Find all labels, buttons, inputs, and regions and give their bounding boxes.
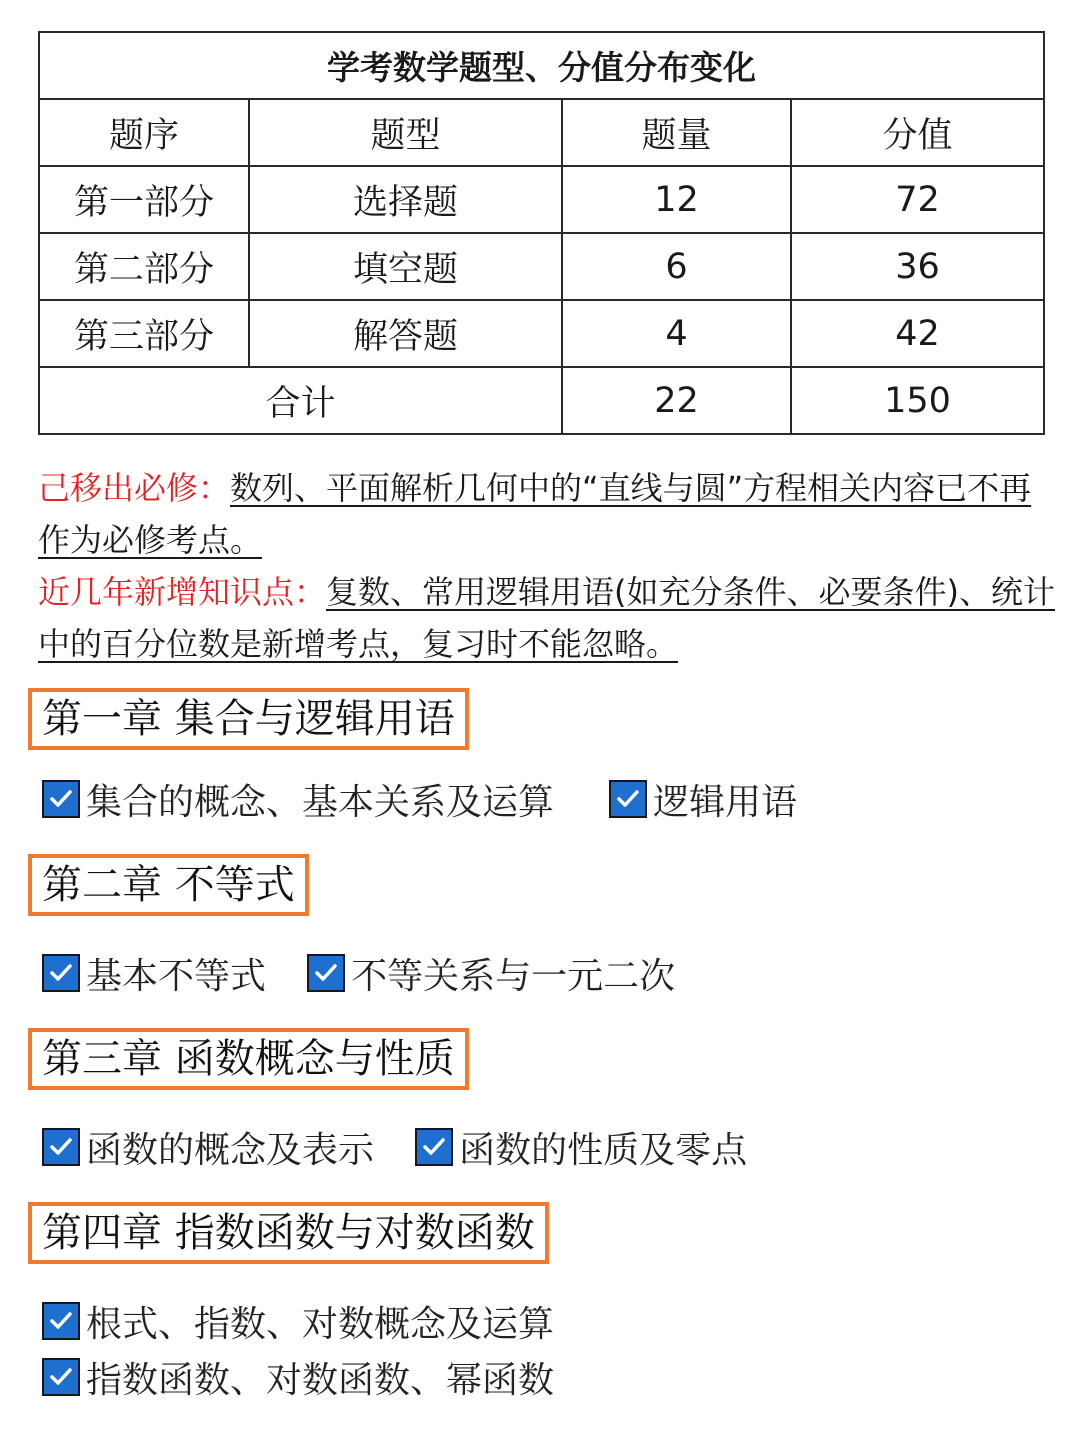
checked-checkbox-icon[interactable] bbox=[415, 1128, 453, 1166]
note-label: 近几年新增知识点： bbox=[38, 573, 327, 611]
checked-checkbox-icon[interactable] bbox=[42, 1302, 80, 1340]
cell-order: 第二部分 bbox=[39, 233, 249, 300]
chapter-topics bbox=[42, 949, 711, 997]
table-header-row bbox=[39, 99, 1044, 166]
note-label: 己移出必修： bbox=[38, 469, 231, 507]
cell-count: 4 bbox=[562, 300, 791, 367]
checked-checkbox-icon[interactable] bbox=[307, 954, 345, 992]
cell-order: 第三部分 bbox=[39, 300, 249, 367]
checked-checkbox-icon[interactable] bbox=[42, 1128, 80, 1166]
topic-label: 指数函数、对数函数、幂函数 bbox=[86, 1359, 555, 1401]
note-added bbox=[38, 566, 1058, 670]
score-distribution-table bbox=[38, 31, 1045, 435]
topic-item[interactable] bbox=[42, 949, 266, 997]
note-text: 复数、常用逻辑用语(如充分条件、必要条件)、统计中的百分位数是新增考点，复习时不能忽略。 bbox=[38, 573, 1055, 663]
header-order: 题序 bbox=[39, 99, 249, 166]
chapter-heading: 第三章 函数概念与性质 bbox=[28, 1028, 469, 1090]
cell-count: 12 bbox=[562, 166, 791, 233]
topic-item[interactable] bbox=[42, 1297, 554, 1345]
chapter-topics bbox=[42, 775, 833, 823]
topic-row bbox=[42, 1353, 590, 1409]
note-text: 数列、平面解析几何中的“直线与圆”方程相关内容已不再作为必修考点。 bbox=[38, 469, 1032, 559]
chapter-topics bbox=[42, 1123, 783, 1171]
cell-type: 解答题 bbox=[249, 300, 562, 367]
cell-score: 72 bbox=[791, 166, 1044, 233]
total-count: 22 bbox=[562, 367, 791, 434]
total-score: 150 bbox=[791, 367, 1044, 434]
table-row bbox=[39, 166, 1044, 233]
header-count: 题量 bbox=[562, 99, 791, 166]
chapter-heading: 第四章 指数函数与对数函数 bbox=[28, 1202, 549, 1264]
chapter-topics bbox=[42, 1297, 590, 1409]
checked-checkbox-icon[interactable] bbox=[609, 780, 647, 818]
topic-label: 不等关系与一元二次 bbox=[351, 955, 676, 997]
cell-count: 6 bbox=[562, 233, 791, 300]
checked-checkbox-icon[interactable] bbox=[42, 1358, 80, 1396]
topic-label: 函数的性质及零点 bbox=[459, 1129, 748, 1171]
cell-order: 第一部分 bbox=[39, 166, 249, 233]
notes-section bbox=[38, 462, 1058, 670]
chapter-heading: 第二章 不等式 bbox=[28, 854, 309, 916]
note-removed bbox=[38, 462, 1058, 566]
topic-label: 逻辑用语 bbox=[653, 781, 798, 823]
topic-row bbox=[42, 1297, 590, 1353]
table-total-row bbox=[39, 367, 1044, 434]
table-title: 学考数学题型、分值分布变化 bbox=[39, 32, 1044, 99]
checked-checkbox-icon[interactable] bbox=[42, 954, 80, 992]
topic-item[interactable] bbox=[415, 1123, 747, 1171]
topic-item[interactable] bbox=[609, 775, 797, 823]
topic-item[interactable] bbox=[42, 775, 554, 823]
table-row bbox=[39, 233, 1044, 300]
cell-score: 42 bbox=[791, 300, 1044, 367]
topic-item[interactable] bbox=[307, 949, 675, 997]
total-label: 合计 bbox=[39, 367, 562, 434]
cell-score: 36 bbox=[791, 233, 1044, 300]
topic-label: 基本不等式 bbox=[86, 955, 267, 997]
topic-item[interactable] bbox=[42, 1353, 554, 1401]
cell-type: 选择题 bbox=[249, 166, 562, 233]
header-type: 题型 bbox=[249, 99, 562, 166]
topic-label: 根式、指数、对数概念及运算 bbox=[86, 1303, 555, 1345]
topic-label: 集合的概念、基本关系及运算 bbox=[86, 781, 555, 823]
topic-item[interactable] bbox=[42, 1123, 374, 1171]
table-title-row bbox=[39, 32, 1044, 99]
header-score: 分值 bbox=[791, 99, 1044, 166]
checked-checkbox-icon[interactable] bbox=[42, 780, 80, 818]
topic-label: 函数的概念及表示 bbox=[86, 1129, 375, 1171]
cell-type: 填空题 bbox=[249, 233, 562, 300]
table-row bbox=[39, 300, 1044, 367]
chapter-heading: 第一章 集合与逻辑用语 bbox=[28, 688, 469, 750]
